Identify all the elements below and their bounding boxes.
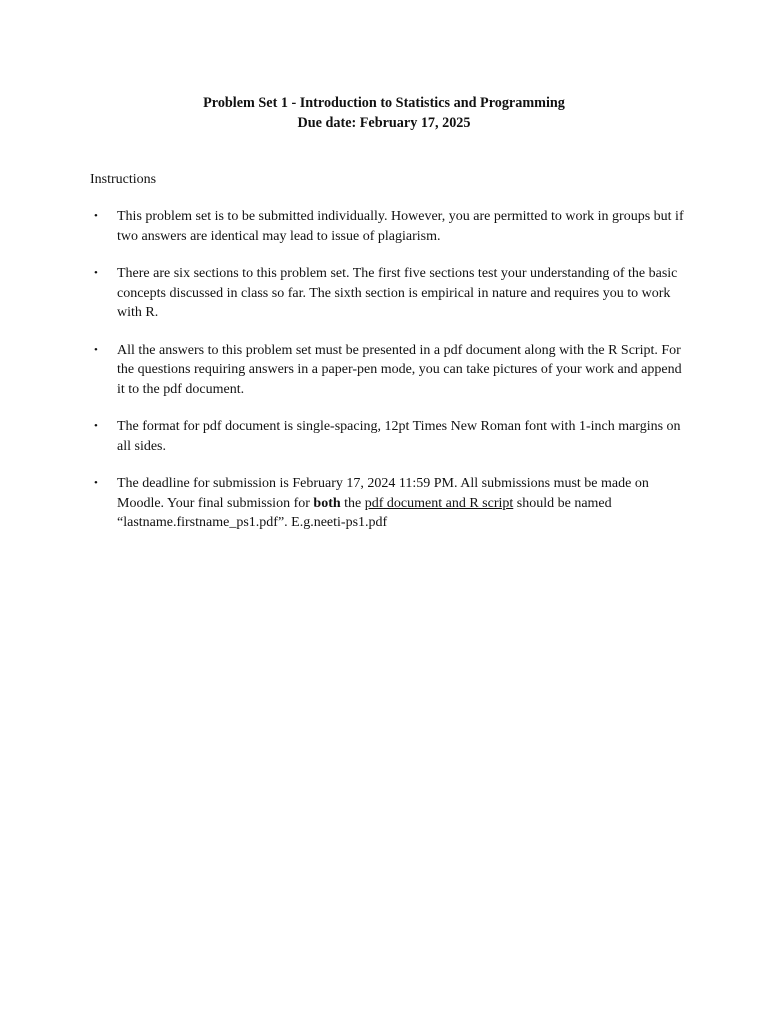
bullet-icon: • xyxy=(94,420,98,432)
instruction-item-1 xyxy=(90,207,690,246)
instruction-text: The format for pdf document is single-spacing, 12pt Times New Roman font with 1-inch margins on all sides. xyxy=(117,419,681,454)
bullet-icon: • xyxy=(94,267,98,279)
deadline-text: The deadline for submission is February 17, 2024 11:59 PM. All submissions must be made on Moodle. Your final submission for xyxy=(117,476,649,511)
bullet-icon: • xyxy=(94,343,98,356)
due-date-line: Due date: February 17, 2025 xyxy=(297,115,471,131)
instruction-item-3 xyxy=(90,341,690,400)
instruction-text xyxy=(117,474,690,533)
title-line-1: Problem Set 1 - Introduction to Statistics and Programming xyxy=(203,95,565,111)
deadline-text-joiner: the xyxy=(340,495,365,511)
instruction-item-4 xyxy=(90,417,690,456)
emphasis-both: both xyxy=(313,495,341,511)
filename-instruction: should be named “lastname.firstname_ps1.pdf”. E.g.neeti-ps1.pdf xyxy=(117,495,612,530)
bullet-icon: • xyxy=(94,210,98,222)
instruction-text: This problem set is to be submitted individually. However, you are permitted to work in groups but if two answers are identical may lead to issue of plagiarism. xyxy=(117,209,684,244)
bullet-icon: • xyxy=(94,477,98,489)
instructions-list xyxy=(90,207,690,551)
document-title xyxy=(0,93,768,133)
instruction-text: There are six sections to this problem set. The first five sections test your understanding of the basic concepts discussed in class so far. The sixth section is empirical in nature and requires you to work with R. xyxy=(117,266,678,320)
instructions-heading: Instructions xyxy=(90,172,157,187)
instruction-text: All the answers to this problem set must be presented in a pdf document along with the R Script. For the questions requiring answers in a paper-pen mode, you can take pictures of your work and append it to the pdf document. xyxy=(117,342,682,397)
instruction-item-5 xyxy=(90,474,690,533)
underlined-deliverables: pdf document and R script xyxy=(364,495,514,511)
instruction-item-2 xyxy=(90,264,690,323)
